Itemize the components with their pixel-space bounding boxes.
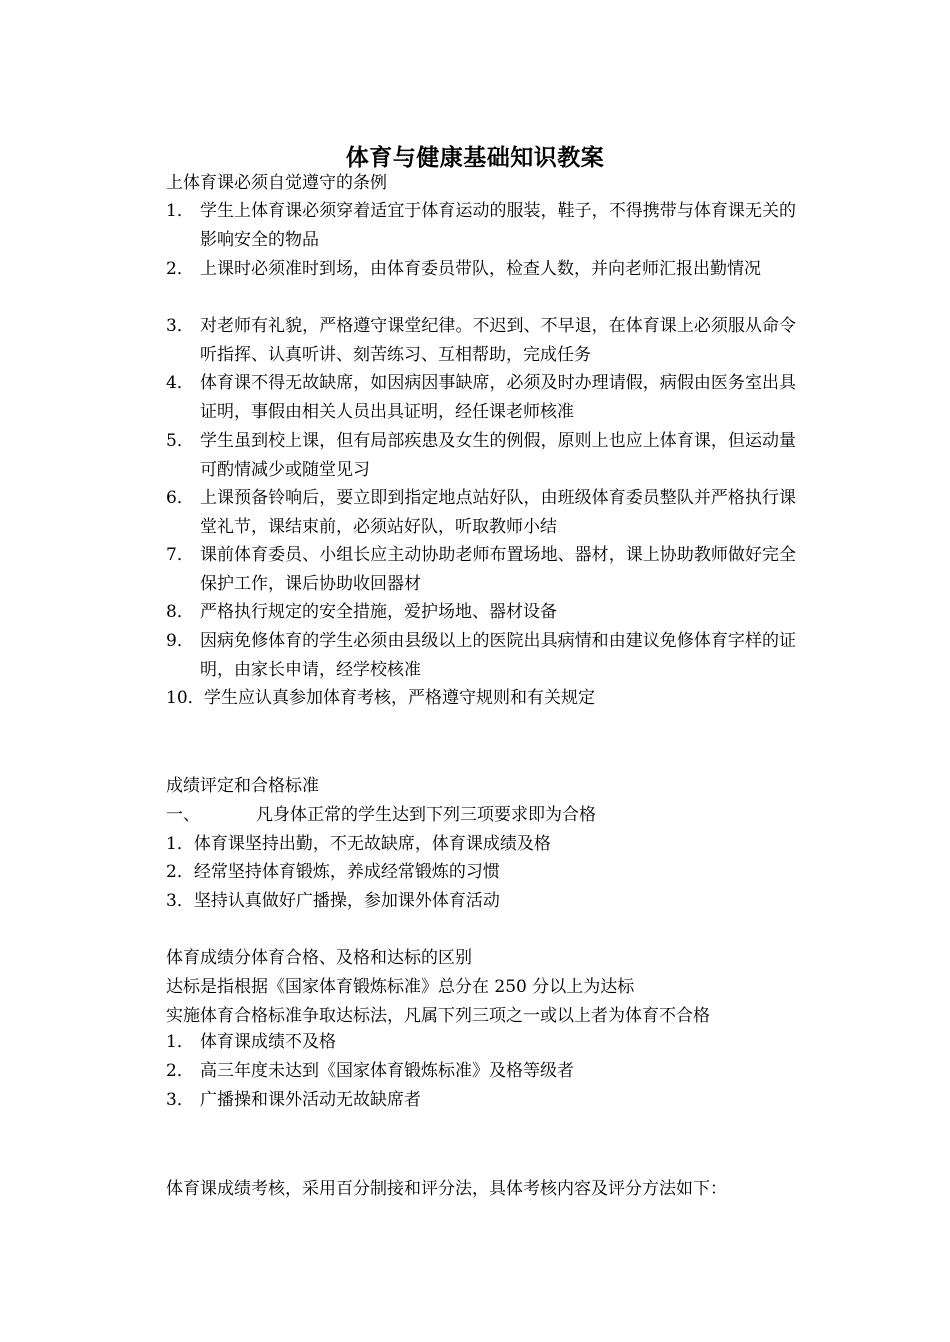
rule-item-7 xyxy=(166,541,796,599)
item-number: 2． xyxy=(166,1061,194,1081)
rule-item-5 xyxy=(166,427,796,485)
unqualified-criteria-line: 实施体育合格标准争取达标法，凡属下列三项之一或以上者为体育不合格 xyxy=(166,1006,710,1026)
item-number: 3． xyxy=(166,1090,194,1110)
section1-heading: 上体育课必须自觉遵守的条例 xyxy=(166,173,387,193)
assessment-method-line: 体育课成绩考核，采用百分制接和评分法，具体考核内容及评分方法如下： xyxy=(166,1179,727,1199)
rule-item-8 xyxy=(166,598,796,627)
rule-number: 6． xyxy=(166,488,194,508)
rule-text: 上课预备铃响后，要立即到指定地点站好队，由班级体育委员整队并严格执行课堂礼节，课结束前，必须站好队，听取教师小结 xyxy=(200,488,796,537)
rule-number: 8． xyxy=(166,602,194,622)
requirement-item-1: 1．体育课坚持出勤，不无故缺席，体育课成绩及格 xyxy=(166,834,551,854)
rule-number: 10． xyxy=(166,688,205,708)
rule-number: 1． xyxy=(166,201,194,221)
subheading-number: 一、 xyxy=(166,805,200,825)
rule-number: 4． xyxy=(166,373,194,393)
rule-number: 7． xyxy=(166,545,194,565)
rule-text: 因病免修体育的学生必须由县级以上的医院出具病情和由建议免修体育字样的证明，由家长申请，经学校核准 xyxy=(200,631,796,680)
section2-subheading xyxy=(166,804,596,826)
rule-text: 体育课不得无故缺席，如因病因事缺席，必须及时办理请假，病假由医务室出具证明，事假由相关人员出具证明，经任课老师核准 xyxy=(200,373,796,422)
page-title: 体育与健康基础知识教案 xyxy=(345,144,605,171)
rule-number: 5． xyxy=(166,431,194,451)
requirement-item-3: 3．坚持认真做好广播操，参加课外体育活动 xyxy=(166,891,500,911)
grade-distinction-line: 体育成绩分体育合格、及格和达标的区别 xyxy=(166,948,472,968)
rule-number: 2． xyxy=(166,259,194,279)
rule-item-9 xyxy=(166,627,796,685)
unqualified-item-2 xyxy=(166,1057,796,1086)
item-text: 体育课成绩不及格 xyxy=(200,1032,336,1052)
subheading-text: 凡身体正常的学生达到下列三项要求即为合格 xyxy=(256,805,596,825)
rule-text: 学生虽到校上课，但有局部疾患及女生的例假，原则上也应上体育课，但运动量可酌情减少或随堂见习 xyxy=(200,431,796,480)
rule-item-4 xyxy=(166,369,796,427)
rule-number: 3． xyxy=(166,316,194,336)
rule-text: 学生上体育课必须穿着适宜于体育运动的服装，鞋子，不得携带与体育课无关的影响安全的物品 xyxy=(200,201,796,250)
standard-definition-line: 达标是指根据《国家体育锻炼标准》总分在 250 分以上为达标 xyxy=(166,977,635,997)
rule-item-3 xyxy=(166,312,796,370)
rule-text: 对老师有礼貌，严格遵守课堂纪律。不迟到、不早退，在体育课上必须服从命令听指挥、认真听讲、刻苦练习、互相帮助，完成任务 xyxy=(200,316,796,365)
item-text: 广播操和课外活动无故缺席者 xyxy=(200,1090,421,1110)
rule-text: 课前体育委员、小组长应主动协助老师布置场地、器材，课上协助教师做好完全保护工作，课后协助收回器材 xyxy=(200,545,796,594)
section2-heading: 成绩评定和合格标准 xyxy=(166,776,319,796)
unqualified-item-1 xyxy=(166,1028,796,1057)
rule-item-6 xyxy=(166,484,796,542)
requirement-item-2: 2．经常坚持体育锻炼，养成经常锻炼的习惯 xyxy=(166,862,500,882)
rule-text: 上课时必须准时到场，由体育委员带队，检查人数，并向老师汇报出勤情况 xyxy=(200,259,761,279)
rule-number: 9． xyxy=(166,631,194,651)
item-text: 高三年度未达到《国家体育锻炼标准》及格等级者 xyxy=(200,1061,574,1081)
rule-item-10 xyxy=(166,684,796,713)
rule-item-2 xyxy=(166,255,796,284)
unqualified-item-3 xyxy=(166,1086,796,1115)
rule-item-1 xyxy=(166,197,796,255)
rule-text: 严格执行规定的安全措施，爱护场地、器材设备 xyxy=(200,602,557,622)
item-number: 1． xyxy=(166,1032,194,1052)
rule-text: 学生应认真参加体育考核，严格遵守规则和有关规定 xyxy=(204,688,595,708)
